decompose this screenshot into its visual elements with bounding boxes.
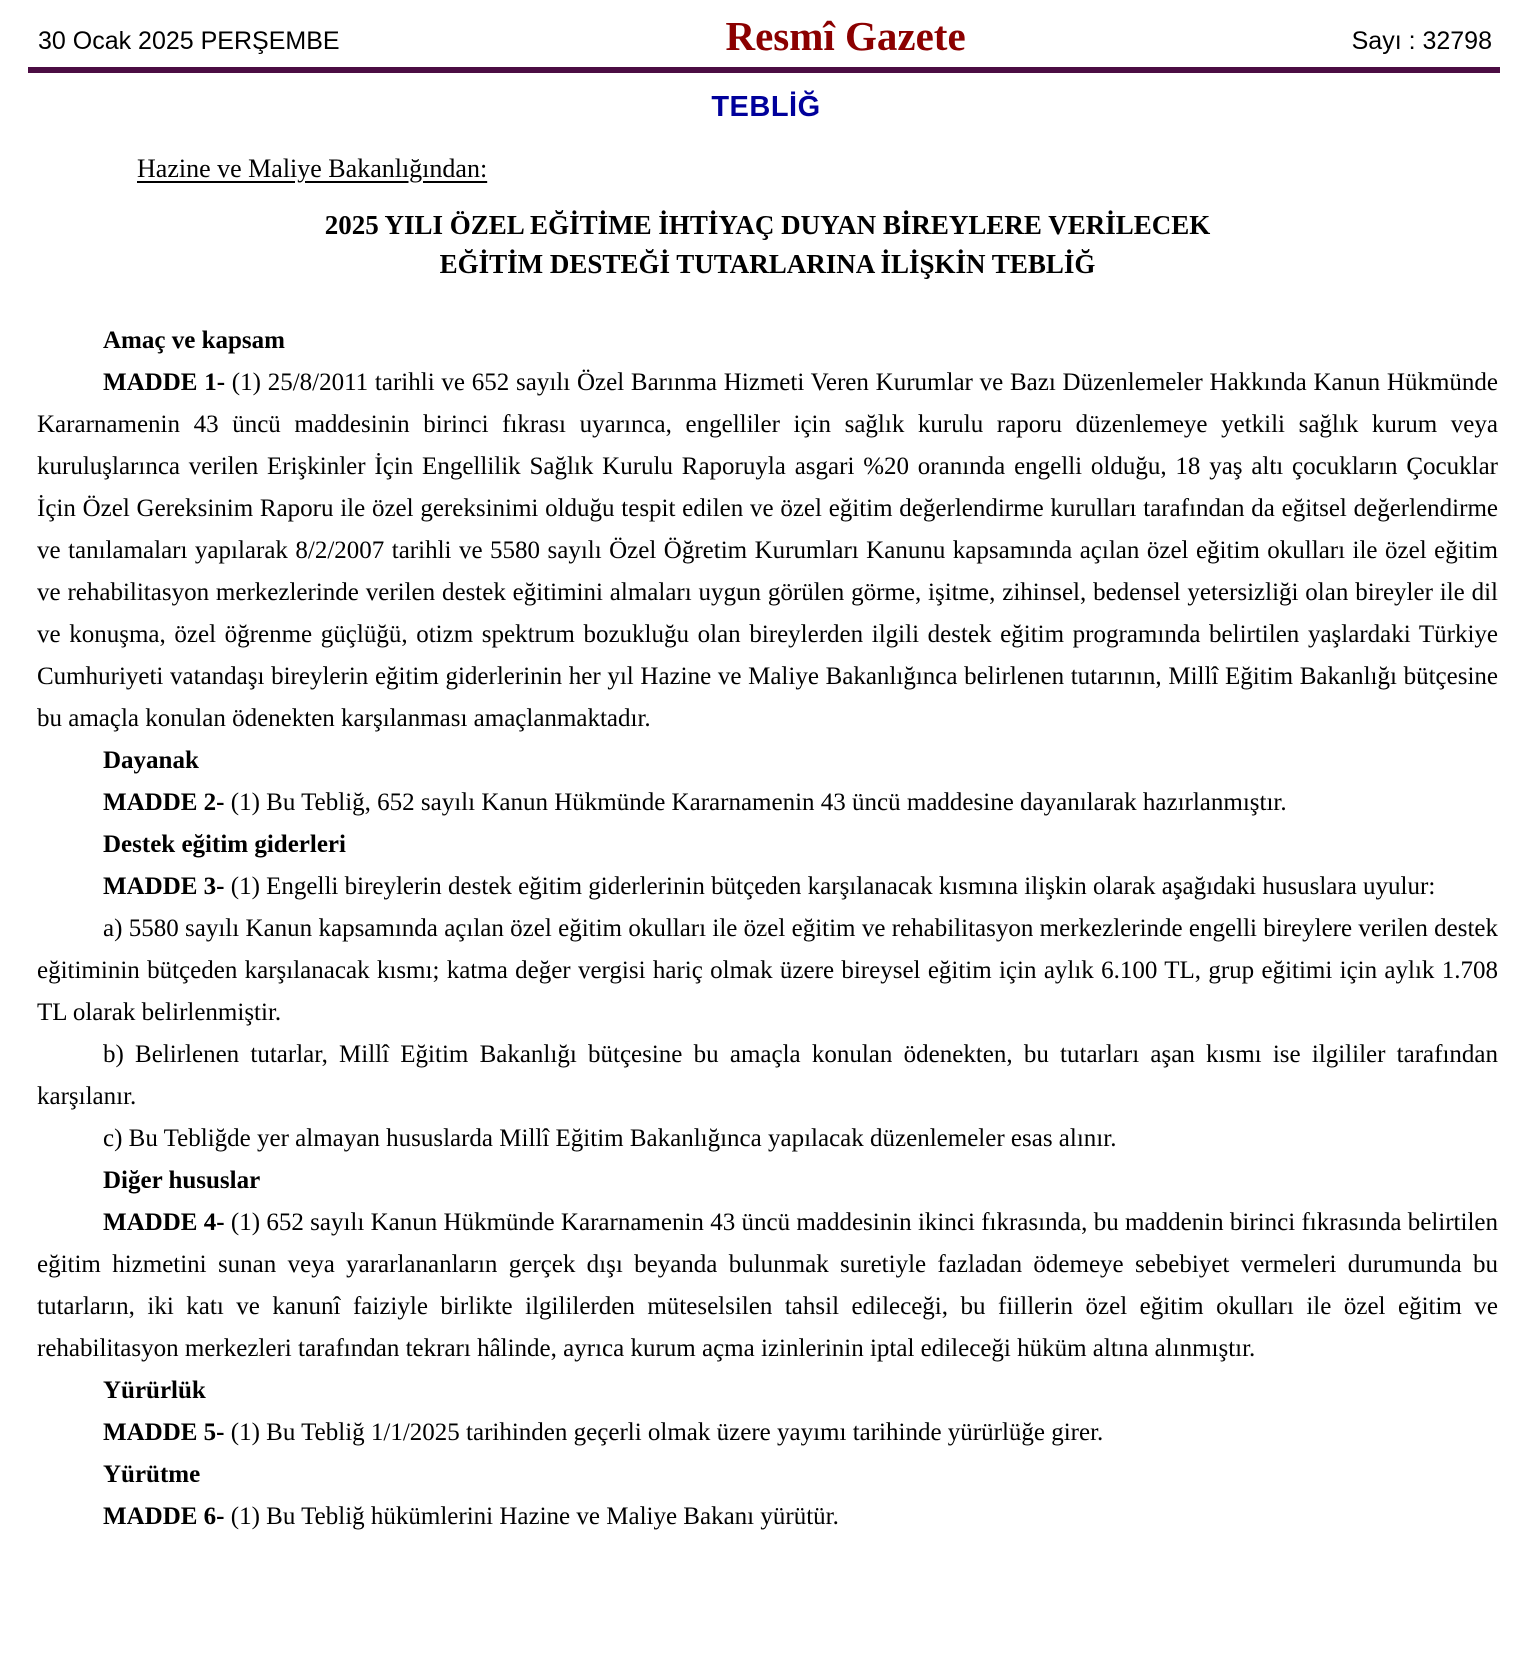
madde-2-text: (1) Bu Tebliğ, 652 sayılı Kanun Hükmünde Kararnamenin 43 üncü maddesine dayanılarak hazırlanmıştır. (224, 789, 1287, 816)
madde-4-label: MADDE 4- (103, 1209, 225, 1236)
communique-body (37, 320, 1498, 1538)
section-heading-yurutme: Yürütme (103, 1461, 201, 1488)
madde-3-label: MADDE 3- (103, 873, 225, 900)
madde-6-paragraph (37, 1496, 1498, 1538)
madde-3-item-a-paragraph: a) 5580 sayılı Kanun kapsamında açılan özel eğitim okulları ile özel eğitim ve rehabilitasyon merkezlerinde engelli bireylere verilen destek eğitiminin bütçeden karşılanacak kısmı; katma değer vergisi hariç olmak üzere bireysel eğitim için aylık 6.100 TL, grup eğitimi için aylık 1.708 TL olarak belirlenmiştir. (37, 915, 1498, 1026)
section-banner-teblig: TEBLİĞ (711, 91, 821, 123)
madde-1-text: (1) 25/8/2011 tarihli ve 652 sayılı Özel Barınma Hizmeti Veren Kurumlar ve Bazı Düzenlemeler Hakkında Kanun Hükmünde Kararnamenin 43 üncü maddesinin birinci fıkrası uyarınca, engelliler için sağlık kurulu raporu düzenlemeye yetkili sağlık kurum veya kuruluşlarınca verilen Erişkinler İçin Engellilik Sağlık Kurulu Raporuyla asgari %20 oranında engelli olduğu, 18 yaş altı çocukların Çocuklar İçin Özel Gereksinim Raporu ile özel gereksinimi olduğu tespit edilen ve özel eğitim değerlendirme kurulları tarafından da eğitsel değerlendirme ve tanılamaları yapılarak 8/2/2007 tarihli ve 5580 sayılı Özel Öğretim Kurumları Kanunu kapsamında açılan özel eğitim okulları ile özel eğitim ve rehabilitasyon merkezlerinde verilen destek eğitimini almaları uygun görülen görme, işitme, zihinsel, bedensel yetersizliği olan bireyler ile dil ve konuşma, özel öğrenme güçlüğü, otizm spektrum bozukluğu olan bireylerden ilgili destek eğitim programında belirtilen yaşlardaki Türkiye Cumhuriyeti vatandaşı bireylerin eğitim giderlerinin her yıl Hazine ve Maliye Bakanlığınca belirlenen tutarının, Millî Eğitim Bakanlığı bütçesine bu amaçla konulan ödenekten karşılanması amaçlanmaktadır. (37, 369, 1498, 732)
madde-4-paragraph (37, 1202, 1498, 1370)
madde-2-paragraph (37, 782, 1498, 824)
madde-5-text: (1) Bu Tebliğ 1/1/2025 tarihinden geçerli olmak üzere yayımı tarihinde yürürlüğe girer. (224, 1419, 1104, 1446)
header-divider-rule (28, 67, 1500, 73)
issuing-authority: Hazine ve Maliye Bakanlığından: (137, 154, 488, 183)
madde-4-text: (1) 652 sayılı Kanun Hükmünde Kararnamenin 43 üncü maddesinin ikinci fıkrasında, bu maddenin birinci fıkrasında belirtilen eğitim hizmetini sunan veya yararlananların gerçek dışı beyanda bulunmak suretiyle fazladan ödemeye sebebiyet vermeleri durumunda bu tutarların, iki katı ve kanunî faiziyle birlikte ilgililerden müteselsilen tahsil edileceği, bu fiillerin özel eğitim okulları ile özel eğitim ve rehabilitasyon merkezleri tarafından tekrarı hâlinde, ayrıca kurum açma izinlerinin iptal edileceği hüküm altına alınmıştır. (37, 1209, 1498, 1362)
section-heading-amac-ve-kapsam: Amaç ve kapsam (103, 327, 285, 354)
section-heading-destek-egitim-giderleri: Destek eğitim giderleri (103, 831, 346, 858)
gazette-issue-number: Sayı : 32798 (1351, 27, 1492, 55)
communique-document (0, 154, 1532, 1568)
section-heading-dayanak: Dayanak (103, 747, 199, 774)
gazette-masthead: Resmî Gazete (725, 13, 966, 59)
madde-5-paragraph (37, 1412, 1498, 1454)
madde-6-text: (1) Bu Tebliğ hükümlerini Hazine ve Maliye Bakanı yürütür. (224, 1503, 839, 1530)
madde-6-label: MADDE 6- (103, 1503, 225, 1530)
communique-title-line1: 2025 YILI ÖZEL EĞİTİME İHTİYAÇ DUYAN BİREYLERE VERİLECEK (324, 210, 1211, 240)
communique-title (37, 206, 1498, 284)
section-heading-yururluk: Yürürlük (103, 1377, 206, 1404)
gazette-header (0, 0, 1532, 58)
communique-title-line2: EĞİTİM DESTEĞİ TUTARLARINA İLİŞKİN TEBLİĞ (439, 249, 1096, 279)
madde-3-paragraph (37, 866, 1498, 908)
gazette-date: 30 Ocak 2025 PERŞEMBE (38, 27, 340, 55)
madde-5-label: MADDE 5- (103, 1419, 225, 1446)
madde-1-label: MADDE 1- (103, 369, 226, 396)
madde-3-text: (1) Engelli bireylerin destek eğitim giderlerinin bütçeden karşılanacak kısmına ilişkin olarak aşağıdaki hususlara uyulur: (224, 873, 1436, 900)
section-heading-diger-hususlar: Diğer hususlar (103, 1167, 261, 1194)
madde-1-paragraph (37, 362, 1498, 740)
madde-2-label: MADDE 2- (103, 789, 225, 816)
madde-3-item-c-paragraph: c) Bu Tebliğde yer almayan hususlarda Millî Eğitim Bakanlığınca yapılacak düzenlemeler esas alınır. (103, 1125, 1117, 1152)
madde-3-item-b-paragraph: b) Belirlenen tutarlar, Millî Eğitim Bakanlığı bütçesine bu amaçla konulan ödenekten, bu tutarları aşan kısmı ise ilgililer tarafından karşılanır. (37, 1041, 1498, 1110)
